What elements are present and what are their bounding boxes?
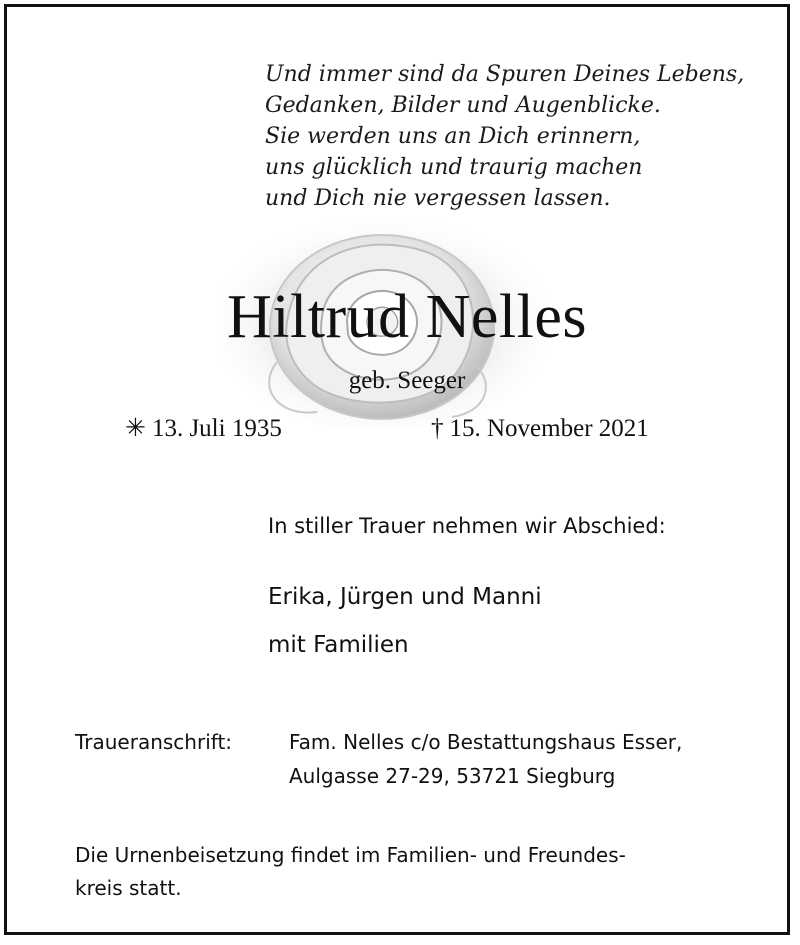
farewell-text: In stiller Trauer nehmen wir Abschied: xyxy=(268,514,666,538)
address-line-1: Fam. Nelles c/o Bestattungshaus Esser, xyxy=(289,730,683,754)
poem-line: Sie werden uns an Dich erinnern, xyxy=(265,124,641,149)
birth-date-text: 13. Juli 1935 xyxy=(151,415,282,442)
poem xyxy=(265,59,744,214)
mourner-families: mit Familien xyxy=(268,632,409,658)
birth-date xyxy=(125,411,282,447)
burial-note-line-2: kreis statt. xyxy=(75,876,182,900)
death-date xyxy=(431,411,649,447)
birth-star-icon: ✳ xyxy=(125,415,146,442)
maiden-name: geb. Seeger xyxy=(348,367,466,394)
death-date-text: 15. November 2021 xyxy=(449,415,649,442)
poem-line: und Dich nie vergessen lassen. xyxy=(265,186,611,211)
poem-line: Gedanken, Bilder und Augenblicke. xyxy=(265,93,661,118)
burial-note xyxy=(75,839,626,905)
address xyxy=(289,725,682,793)
burial-note-line-1: Die Urnenbeisetzung findet im Familien- und Freundes- xyxy=(75,843,626,867)
mourners xyxy=(268,573,542,669)
poem-line: uns glücklich und traurig machen xyxy=(265,155,643,180)
address-line-2: Aulgasse 27-29, 53721 Siegburg xyxy=(289,764,616,788)
obituary-frame xyxy=(4,4,790,935)
cross-icon: † xyxy=(431,415,444,442)
poem-line: Und immer sind da Spuren Deines Lebens, xyxy=(265,62,745,87)
mourner-names: Erika, Jürgen und Manni xyxy=(268,584,542,610)
address-label: Traueranschrift: xyxy=(75,730,233,754)
decedent-name: Hiltrud Nelles xyxy=(227,283,587,351)
